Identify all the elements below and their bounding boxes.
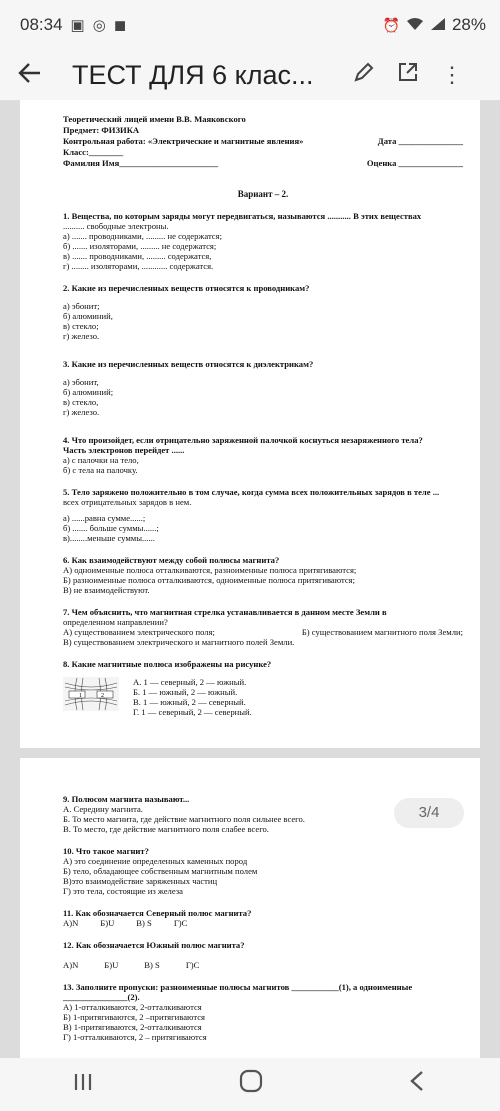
back-arrow-icon[interactable] — [18, 59, 58, 91]
app-notification-icon: ◼ — [113, 17, 127, 34]
status-icons — [383, 15, 486, 35]
answer-option: В. 1 — южный, 2 — северный. — [133, 697, 246, 707]
answer-option: Г. 1 — северный, 2 — северный. — [133, 707, 252, 717]
answer-option: Б. 1 — южный, 2 — южный. — [133, 687, 238, 697]
answer-option: б) ....... изоляторами, ......... не содержатся; — [63, 241, 217, 251]
answer-option: б) с тела на палочку. — [63, 465, 138, 475]
question-text: 8. Какие магнитные полюса изображены на рисунке? — [63, 659, 272, 669]
answer-option: а) эбонит; — [63, 301, 100, 311]
answer-option: Б) 1-притягиваются, 2 –притягиваются — [63, 1012, 205, 1022]
page-counter: 3/4 — [394, 798, 464, 828]
class-field: Класс:________ — [63, 147, 124, 157]
answer-option: а) эбонит, — [63, 377, 99, 387]
pole-label-1: 1 — [79, 693, 82, 699]
answer-option: А)N — [63, 918, 79, 928]
question-10 — [63, 846, 463, 896]
question-text: 9. Полюсом магнита называют... — [63, 794, 190, 804]
answer-option: А) это соединение определенных каменных пород — [63, 856, 248, 866]
magnet-field-figure — [63, 677, 119, 711]
answer-option: В. То место, где действие магнитного поля слабее всего. — [63, 824, 269, 834]
question-text: 2. Какие из перечисленных веществ относятся к проводникам? — [63, 283, 310, 293]
alarm-icon: ⏰ — [382, 16, 400, 33]
document-page-1 — [20, 100, 480, 748]
answer-option: А)N — [63, 960, 79, 970]
answer-option: а) с палочки на тело, — [63, 455, 139, 465]
question-text: 6. Как взаимодействуют между собой полюсы магнита? — [63, 555, 280, 565]
answer-option: г) железо. — [63, 407, 100, 417]
answer-option: Б) существованием магнитного поля Земли; — [301, 627, 463, 637]
pole-label-2: 2 — [101, 693, 104, 699]
answer-option: г) железо. — [63, 331, 100, 341]
recent-apps-icon[interactable] — [72, 1071, 94, 1099]
answer-option: А) одноименные полюса отталкиваются, разноименные полюса притягиваются; — [63, 565, 357, 575]
answer-option: В) не взаимодействуют. — [63, 585, 150, 595]
question-text: 3. Какие из перечисленных веществ относятся к диэлектрикам? — [63, 359, 314, 369]
answer-option: Г)C — [173, 918, 188, 928]
question-8 — [63, 659, 463, 717]
battery-percentage: 28% — [451, 15, 486, 34]
date-field: Дата _______________ — [377, 136, 463, 146]
school-name: Теоретический лицей имени В.В. Маяковского — [63, 114, 246, 124]
question-text-2: _______________(2). — [63, 992, 140, 1002]
more-menu-icon[interactable]: ⋮ — [441, 62, 463, 87]
status-bar — [0, 0, 500, 50]
edit-pencil-icon[interactable] — [342, 61, 386, 89]
question-text: 1. Вещества, по которым заряды могут передвигаться, называются ........... В этих веществах — [63, 211, 422, 221]
gallery-notification-icon: ▣ — [70, 17, 85, 34]
answer-option: В) 1-притягиваются, 2-отталкиваются — [63, 1022, 202, 1032]
clock: 08:34 — [20, 15, 63, 34]
question-4 — [63, 435, 463, 475]
question-text: 10. Что такое магнит? — [63, 846, 149, 856]
home-icon[interactable] — [238, 1068, 264, 1101]
app-bar — [0, 50, 500, 101]
question-2 — [63, 283, 463, 341]
answer-option: Г) 1-отталкиваются, 2 – притягиваются — [63, 1032, 207, 1042]
answer-option: А. Середину магнита. — [63, 804, 143, 814]
answer-option: А) 1-отталкиваются, 2-отталкиваются — [63, 1002, 202, 1012]
question-text-2: Часть электронов перейдет ...... — [63, 445, 185, 455]
question-text: 7. Чем объяснить, что магнитная стрелка устанавливается в данном месте Земли в — [63, 607, 387, 617]
answer-option: В) существованием электрического и магнитного полей Земли. — [63, 637, 295, 647]
navigation-bar — [0, 1058, 500, 1111]
answer-option: Б) тело, обладающее собственным магнитным полем — [63, 866, 258, 876]
answer-option: А. 1 — северный, 2 — южный. — [133, 677, 247, 687]
question-text-2: определенном направлении? — [63, 617, 168, 627]
question-12 — [63, 940, 463, 970]
question-text: 12. Как обозначается Южный полюс магнита? — [63, 940, 245, 950]
signal-icon — [430, 17, 446, 34]
grade-field: Оценка _______________ — [366, 158, 463, 168]
wifi-icon — [406, 17, 424, 34]
answer-option: в)........меньше суммы...... — [63, 533, 155, 543]
question-text: 13. Заполните пропуски: разноименные полюсы магнитов ___________(1), а одноименные — [63, 982, 413, 992]
document-header — [63, 114, 463, 169]
question-6 — [63, 555, 463, 595]
answer-option: б) алюминий, — [63, 311, 113, 321]
answer-option: Б. То место магнита, где действие магнитного поля сильнее всего. — [63, 814, 305, 824]
answer-option: а) ......равна сумме......; — [63, 513, 146, 523]
question-text: 5. Тело заряжено положительно в том случае, когда сумма всех положительных зарядов в теле ... — [63, 487, 440, 497]
instagram-notification-icon: ◎ — [92, 17, 106, 34]
answer-option: б) ....... больше суммы......; — [63, 523, 159, 533]
question-13 — [63, 982, 463, 1042]
question-3 — [63, 359, 463, 417]
test-name: Контрольная работа: «Электрические и магнитные явления» — [63, 136, 304, 146]
question-11 — [63, 908, 463, 928]
question-cont: .......... свободные электроны. — [63, 221, 169, 231]
answer-option: В) S — [136, 918, 152, 928]
question-5 — [63, 487, 463, 543]
answer-option: в) стекло; — [63, 321, 99, 331]
question-text: 11. Как обозначается Северный полюс магнита? — [63, 908, 252, 918]
answer-option: в) ....... проводниками, ......... содержатся, — [63, 251, 212, 261]
answer-option: Г)C — [185, 960, 200, 970]
answer-option: Б) разноименные полюса отталкиваются, одноименные полюса притягиваются; — [63, 575, 356, 585]
open-external-icon[interactable] — [386, 61, 430, 89]
document-title: ТЕСТ ДЛЯ 6 клас... — [72, 59, 314, 90]
answer-option: А) существованием электрического поля; — [63, 627, 215, 637]
name-field: Фамилия Имя_______________________ — [63, 158, 219, 168]
question-7 — [63, 607, 463, 647]
answer-option: г) ........ изоляторами, ............ содержатся. — [63, 261, 214, 271]
subject: Предмет: ФИЗИКА — [63, 125, 140, 135]
variant-label: Вариант – 2. — [237, 189, 289, 199]
question-cont: всех отрицательных зарядов в нем. — [63, 497, 192, 507]
back-nav-icon[interactable] — [408, 1070, 428, 1099]
question-1 — [63, 211, 463, 271]
answer-option: б) алюминий; — [63, 387, 114, 397]
answer-option: а) ....... проводниками, ......... не содержатся; — [63, 231, 222, 241]
question-text: 4. Что произойдет, если отрицательно заряженной палочкой коснуться незаряженного тела? — [63, 435, 423, 445]
answer-option: В) S — [144, 960, 160, 970]
answer-option: Г) это тела, состоящие из железа — [63, 886, 183, 896]
answer-option: Б)U — [104, 960, 119, 970]
answer-option: Б)U — [100, 918, 115, 928]
answer-option: в) стекло, — [63, 397, 99, 407]
answer-option: В)это взаимодействие заряженных частиц — [63, 876, 218, 886]
